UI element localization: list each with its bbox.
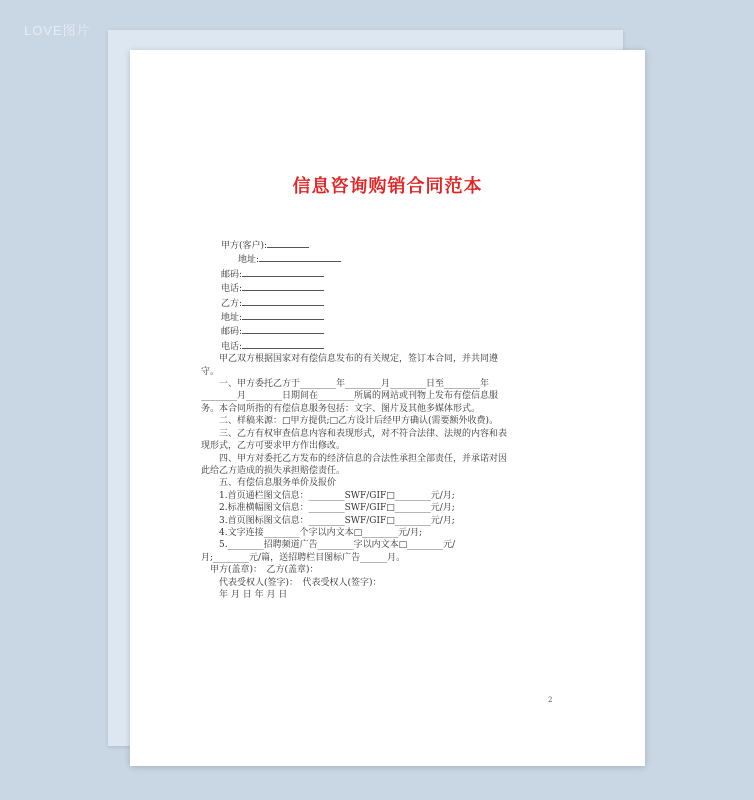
- party-b-address-blank: [242, 310, 324, 320]
- party-a-postcode-label: 邮码:: [221, 269, 243, 280]
- price-item-line: 3.首页图标图文信息：________SWF/GIF□________元/月;: [201, 515, 455, 526]
- party-a-postcode-blank: [242, 267, 324, 277]
- party-b-phone-blank: [242, 339, 324, 349]
- party-a-phone-blank: [242, 281, 324, 291]
- party-a-phone-label: 电话:: [221, 284, 243, 295]
- paragraph-line: 一、甲方委托乙方于________年________月________日至________年: [201, 379, 490, 390]
- paragraph-line: 现形式，乙方可要求甲方作出修改。: [201, 441, 346, 452]
- party-b-blank: [242, 296, 324, 306]
- party-b-label: 乙方:: [221, 298, 243, 309]
- party-a-client-line: [221, 238, 551, 252]
- seal-line: 甲方(盖章)： 乙方(盖章)：: [201, 565, 319, 576]
- party-a-client-blank: [267, 238, 309, 248]
- paragraph-line: 此给乙方造成的损失承担赔偿责任。: [201, 465, 346, 476]
- price-item-line: 4.文字连接________个字以内文本□________元/月;: [201, 527, 423, 538]
- party-b-postcode-label: 邮码:: [221, 327, 243, 338]
- document-page: [130, 50, 645, 766]
- page-number: 2: [548, 696, 553, 704]
- price-item-line: 5.________招聘频道广告________字以内文本□________元/: [201, 540, 456, 551]
- party-b-address-line: [221, 310, 551, 324]
- party-a-phone-line: [221, 281, 551, 295]
- price-item-line: 2.标准横幅图文信息：________SWF/GIF□________元/月;: [201, 503, 455, 514]
- paragraph-line: 二、样稿来源：□甲方提供;□乙方设计后经甲方确认(需要额外收费)。: [201, 416, 499, 427]
- date-line: 年 月 日 年 月 日: [201, 589, 288, 600]
- paragraph-line: 守。: [201, 366, 220, 377]
- contract-body: [201, 238, 551, 601]
- price-item-line: 1.首页通栏图文信息：________SWF/GIF□________元/月;: [201, 490, 455, 501]
- party-a-client-label: 甲方(客户):: [221, 241, 268, 251]
- paragraph-line: 四、甲方对委托乙方发布的经济信息的合法性承担全部责任，并承诺对因: [201, 453, 508, 464]
- price-item-line: 月;________元/篇，送招聘栏目图标广告______月。: [201, 552, 406, 563]
- party-b-line: [221, 296, 551, 310]
- party-b-postcode-line: [221, 324, 551, 338]
- party-b-phone-label: 电话:: [221, 341, 243, 352]
- paragraph-line: 务。本合同所指的有偿信息服务包括：文字、图片及其他多媒体形式。: [201, 403, 481, 414]
- party-b-address-label: 地址:: [221, 313, 243, 324]
- party-a-postcode-line: [221, 267, 551, 281]
- party-a-address-blank: [259, 252, 341, 262]
- contract-clauses: [201, 353, 551, 601]
- party-b-postcode-blank: [242, 324, 324, 334]
- document-title: 信息咨询购销合同范本: [292, 176, 483, 197]
- paragraph-line: 五、有偿信息服务单价及报价: [201, 478, 337, 489]
- party-a-address-line: [221, 252, 551, 266]
- paragraph-line: 三、乙方有权审查信息内容和表现形式，对不符合法律、法规的内容和表: [201, 428, 508, 439]
- party-a-address-label: 地址:: [238, 255, 260, 266]
- watermark-text: LOVE图片: [24, 23, 91, 38]
- signature-line: 代表受权人(签字)： 代表受权人(签字)：: [201, 577, 382, 588]
- paragraph-line: 甲乙双方根据国家对有偿信息发布的有关规定，签订本合同，并共同遵: [201, 354, 499, 365]
- party-b-phone-line: [221, 339, 551, 353]
- paragraph-line: ________月________日期间在________所属的网站或刊物上发布有偿信息服: [201, 391, 499, 402]
